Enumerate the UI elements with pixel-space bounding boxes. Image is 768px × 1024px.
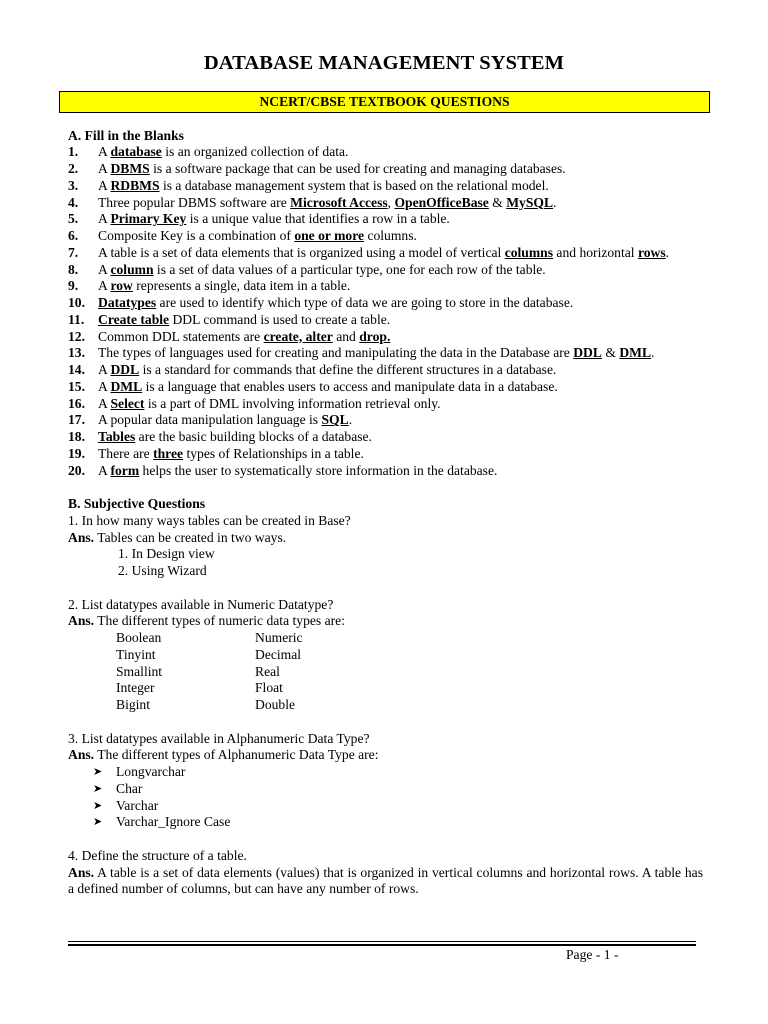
answer-2 — [68, 613, 703, 630]
item-number: 11. — [68, 311, 85, 327]
answer-blank: rows — [637, 244, 666, 260]
item-number: 6. — [68, 228, 79, 243]
arrow-bullet-icon: ➤ — [93, 799, 103, 812]
item-text-part: DDL command is used to create a table. — [169, 311, 391, 327]
answer-blank: DML — [619, 345, 652, 361]
item-number: 15. — [68, 378, 85, 394]
fill-blank-item — [68, 195, 703, 212]
answer-blank: SQL — [321, 412, 349, 428]
document-content — [68, 128, 703, 899]
answer-blank: three — [153, 445, 184, 461]
datatype-row — [68, 680, 703, 697]
item-text — [98, 144, 703, 161]
item-number: 7. — [68, 244, 79, 260]
item-number: 13. — [68, 345, 85, 361]
question-1: 1. In how many ways tables can be created in Base? — [68, 512, 351, 528]
item-text-part: A — [98, 177, 111, 193]
item-text — [98, 312, 703, 329]
item-text-part: There are — [98, 445, 154, 461]
item-text — [98, 195, 703, 212]
item-text-part: columns. — [364, 228, 417, 243]
footer-rule — [68, 941, 696, 942]
item-number: 8. — [68, 261, 79, 277]
item-text-part: A — [98, 362, 111, 377]
section-banner: NCERT/CBSE TEXTBOOK QUESTIONS — [59, 91, 710, 113]
item-number: 16. — [68, 395, 85, 411]
answer-blank: Create table — [98, 311, 170, 327]
ans-label: Ans. — [68, 613, 95, 629]
fill-blank-item — [68, 345, 703, 362]
bullet-item — [68, 814, 703, 831]
datatype-row — [68, 647, 703, 664]
item-text-part: & — [601, 345, 620, 361]
item-text-part: is a part of DML involving information retrieval only. — [144, 395, 441, 411]
item-text-part: A table is a set of data elements that is organized using a model of vertical — [98, 244, 505, 260]
item-text-part: and horizontal — [553, 244, 638, 260]
datatype: Double — [255, 697, 296, 712]
page-number: Page - 1 - — [566, 947, 619, 962]
answer-blank: DDL — [110, 362, 140, 377]
bullet-text: Char — [116, 780, 143, 796]
item-text-part: is an organized collection of data. — [161, 144, 349, 160]
answer-text: The different types of numeric data types are: — [94, 613, 345, 629]
item-number: 12. — [68, 328, 85, 344]
answer-1-point: 2. Using Wizard — [118, 563, 207, 578]
item-text — [98, 379, 703, 396]
answer-text: A table is a set of data elements (values) that is organized in vertical columns and horizontal rows. A table has a defined number of columns, but can have any number of rows. — [68, 864, 703, 897]
item-number: 10. — [68, 295, 85, 310]
item-text-part: The types of languages used for creating and manipulating the data in the Database are — [98, 345, 574, 361]
item-text-part: , — [387, 194, 395, 210]
item-text — [98, 278, 703, 295]
answer-text: Tables can be created in two ways. — [94, 529, 287, 545]
item-text-part: . — [651, 345, 655, 361]
datatype-row — [68, 664, 703, 681]
fill-blank-item — [68, 329, 703, 346]
item-text — [98, 362, 703, 379]
item-text-part: A — [98, 278, 111, 294]
item-text-part: are used to identify which type of data we are going to store in the database. — [156, 295, 574, 310]
item-number: 3. — [68, 177, 79, 193]
fill-blank-item — [68, 161, 703, 178]
item-text-part: represents a single, data item in a table. — [132, 278, 351, 294]
ans-label: Ans. — [68, 529, 95, 545]
question-3: 3. List datatypes available in Alphanumeric Data Type? — [68, 730, 370, 746]
answer-3 — [68, 747, 703, 764]
item-text-part: Three popular DBMS software are — [98, 194, 291, 210]
item-text-part: A — [98, 378, 111, 394]
item-text-part: A — [98, 211, 111, 227]
item-text-part: Composite Key is a combination of — [98, 228, 295, 243]
item-text-part: and — [332, 328, 360, 344]
item-text — [98, 345, 703, 362]
item-text — [98, 295, 703, 312]
answer-blank: create, alter — [263, 328, 333, 344]
item-text-part: . — [553, 194, 557, 210]
item-text — [98, 211, 703, 228]
item-text — [98, 161, 703, 178]
section-b-heading: B. Subjective Questions — [68, 496, 206, 511]
datatype-row — [68, 697, 703, 714]
bullet-text: Varchar — [116, 797, 159, 813]
answer-blank: Primary Key — [110, 211, 187, 227]
answer-blank: database — [110, 144, 162, 160]
datatype: Bigint — [116, 697, 150, 712]
answer-blank: DBMS — [110, 161, 150, 176]
item-number: 1. — [68, 144, 79, 160]
page-title: DATABASE MANAGEMENT SYSTEM — [203, 52, 565, 74]
item-number: 20. — [68, 462, 85, 478]
item-number: 4. — [68, 194, 79, 210]
bullet-text: Varchar_Ignore Case — [116, 814, 231, 830]
answer-blank: Datatypes — [98, 295, 157, 310]
fill-blank-item — [68, 362, 703, 379]
ans-label: Ans. — [68, 864, 95, 880]
fill-blank-item — [68, 245, 703, 262]
item-text — [98, 429, 703, 446]
fill-blank-item — [68, 396, 703, 413]
fill-blank-item — [68, 211, 703, 228]
answer-1 — [68, 530, 703, 547]
datatype: Float — [255, 680, 283, 696]
item-text-part: Common DDL statements are — [98, 328, 264, 344]
item-number: 17. — [68, 412, 85, 428]
fill-blank-item — [68, 312, 703, 329]
answer-blank: one or more — [294, 228, 365, 243]
fill-blank-item — [68, 446, 703, 463]
item-text — [98, 262, 703, 279]
answer-blank: drop. — [359, 328, 391, 344]
item-number: 2. — [68, 161, 79, 176]
answer-1-point: 1. In Design view — [118, 546, 215, 562]
question-4: 4. Define the structure of a table. — [68, 847, 247, 863]
answer-blank: Tables — [98, 429, 136, 444]
item-text — [98, 329, 703, 346]
answer-4 — [68, 865, 703, 899]
item-number: 5. — [68, 211, 79, 227]
item-text-part: A popular data manipulation language is — [98, 412, 322, 428]
answer-text: The different types of Alphanumeric Data Type are: — [94, 747, 379, 763]
datatype: Numeric — [255, 630, 303, 645]
item-text-part: . — [348, 412, 353, 428]
fill-blank-item — [68, 144, 703, 161]
answer-blank: Select — [110, 395, 145, 411]
footer-rule-thick — [68, 944, 696, 946]
item-text-part: types of Relationships in a table. — [183, 445, 364, 461]
item-text-part: A — [98, 144, 111, 160]
item-text-part: is a software package that can be used for creating and managing databases. — [149, 161, 566, 176]
item-text — [98, 396, 703, 413]
fill-blank-item — [68, 228, 703, 245]
fill-blank-item — [68, 295, 703, 312]
item-text-part: A — [98, 161, 111, 176]
answer-blank: columns — [504, 244, 554, 260]
item-text-part: helps the user to systematically store information in the database. — [139, 462, 498, 478]
item-text-part: A — [98, 261, 111, 277]
item-text-part: is a set of data values of a particular type, one for each row of the table. — [153, 261, 546, 277]
fill-blank-item — [68, 178, 703, 195]
item-text-part: is a language that enables users to access and manipulate data in a database. — [142, 378, 558, 394]
fill-blank-item — [68, 429, 703, 446]
fill-blank-item — [68, 262, 703, 279]
item-text — [98, 245, 703, 262]
datatype: Tinyint — [116, 646, 156, 662]
item-text — [98, 228, 703, 245]
answer-blank: DML — [110, 378, 143, 394]
answer-blank: Microsoft Access — [290, 194, 388, 210]
item-text-part: . — [665, 244, 670, 260]
item-text-part: & — [488, 194, 507, 210]
datatype-row — [68, 630, 703, 647]
item-number: 19. — [68, 445, 85, 461]
item-number: 9. — [68, 278, 79, 294]
item-text-part: A — [98, 462, 111, 478]
item-text — [98, 463, 703, 480]
bullet-text: Longvarchar — [116, 764, 186, 779]
arrow-bullet-icon: ➤ — [93, 766, 103, 778]
ans-label: Ans. — [68, 747, 95, 763]
item-number: 18. — [68, 429, 85, 444]
bullet-item — [68, 781, 703, 798]
answer-blank: RDBMS — [110, 177, 160, 193]
section-a-heading: A. Fill in the Blanks — [68, 127, 184, 143]
answer-blank: MySQL — [506, 194, 554, 210]
item-text — [98, 446, 703, 463]
answer-blank: DDL — [573, 345, 602, 361]
question-2: 2. List datatypes available in Numeric Datatype? — [68, 596, 334, 612]
item-text — [98, 412, 703, 429]
answer-blank: OpenOfficeBase — [394, 194, 489, 210]
datatype: Boolean — [116, 630, 162, 645]
fill-blank-item — [68, 463, 703, 480]
arrow-bullet-icon: ➤ — [93, 816, 103, 829]
item-text — [98, 178, 703, 195]
fill-blank-item — [68, 278, 703, 295]
item-text-part: is a standard for commands that define the different structures in a database. — [139, 362, 557, 377]
datatype: Decimal — [255, 646, 302, 662]
item-text-part: A — [98, 395, 111, 411]
answer-blank: row — [110, 278, 133, 294]
item-number: 14. — [68, 362, 85, 377]
fill-blank-item — [68, 379, 703, 396]
datatype: Real — [255, 663, 280, 679]
answer-blank: form — [110, 462, 140, 478]
bullet-item — [68, 764, 703, 781]
answer-blank: column — [110, 261, 154, 277]
datatype: Integer — [116, 680, 155, 696]
datatype: Smallint — [116, 663, 163, 679]
item-text-part: is a unique value that identifies a row in a table. — [186, 211, 450, 227]
item-text-part: is a database management system that is based on the relational model. — [159, 177, 549, 193]
item-text-part: are the basic building blocks of a database. — [135, 429, 372, 444]
arrow-bullet-icon: ➤ — [93, 782, 103, 795]
bullet-item — [68, 798, 703, 815]
fill-in-blanks-list — [68, 144, 703, 479]
fill-blank-item — [68, 412, 703, 429]
